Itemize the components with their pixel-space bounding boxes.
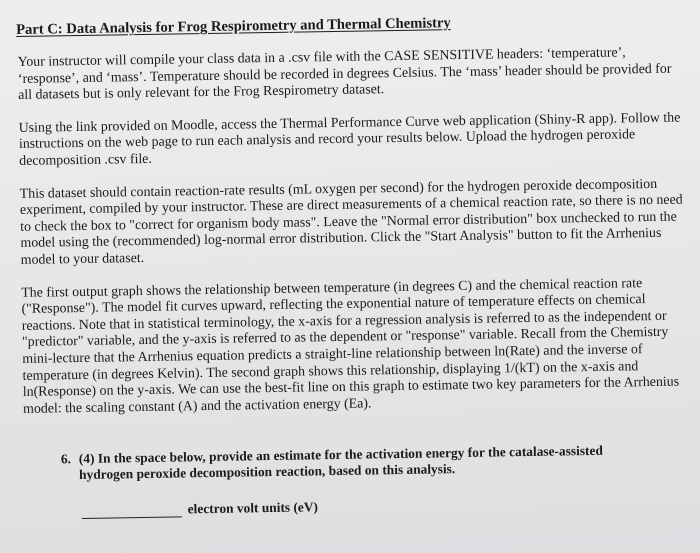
question-number: 6. xyxy=(60,451,72,467)
paragraph-dataset-description: This dataset should contain reaction-rate results (mL oxygen per second) for the hydrogen peroxide decomposition experiment, compiled by your instructor. These are direct measurements of a chemical reaction rate, so there is no need to check the box to "correct for organism body mass". Leave the "Normal error distribution" box unchecked to run the model using the (recommended) log-normal error distribution. Click the "Start Analysis" button to fit the Arrhenius model to your dataset. xyxy=(19,176,683,268)
paragraph-web-app-instructions: Using the link provided on Moodle, access the Thermal Performance Curve web application (Shiny-R app). Follow the instructions on the web page to run each analysis and record your results below. Upload the hydrogen peroxide decomposition .csv file. xyxy=(18,110,681,169)
question-6 xyxy=(61,442,693,484)
question-text: (4) In the space below, provide an estimate for the activation energy for the catalase-assisted hydrogen peroxide decomposition reaction, based on this analysis. xyxy=(78,443,603,483)
document-content xyxy=(14,11,694,520)
answer-blank-line[interactable] xyxy=(82,509,182,520)
section-title: Part C: Data Analysis for Frog Respirometry and Thermal Chemistry xyxy=(15,15,451,38)
answer-unit-label: electron volt units (eV) xyxy=(187,499,319,517)
paragraph-output-graphs: The first output graph shows the relationship between temperature (in degrees C) and the chemical reaction rate ("Response"). The model fit curves upward, reflecting the exponential nature of temperature effects on chemical reactions. Note that in statistical terminology, the x-axis for a regression analysis is referred to as the independent or "predictor" variable, and the y-axis is referred to as the dependent or "response" variable. Recall from the Chemistry mini-lecture that the Arrhenius equation predicts a straight-line relationship between ln(Rate) and the inverse of temperature (in degrees Kelvin). The second graph shows this relationship, displaying 1/(kT) on the x-axis and ln(Response) on the y-axis. We can use the best-fit line on this graph to estimate two key parameters for the Arrhenius model: the scaling constant (A) and the activation energy (Ea). xyxy=(21,275,680,417)
paragraph-csv-instructions: Your instructor will compile your class data in a .csv file with the CASE SENSITIVE headers: ‘temperature’, ‘response’, and ‘mass’. Temperature should be recorded in degrees Celsius. The ‘mass’ header should be provided for all datasets but is only relevant for the Frog Respirometry dataset. xyxy=(17,45,672,104)
